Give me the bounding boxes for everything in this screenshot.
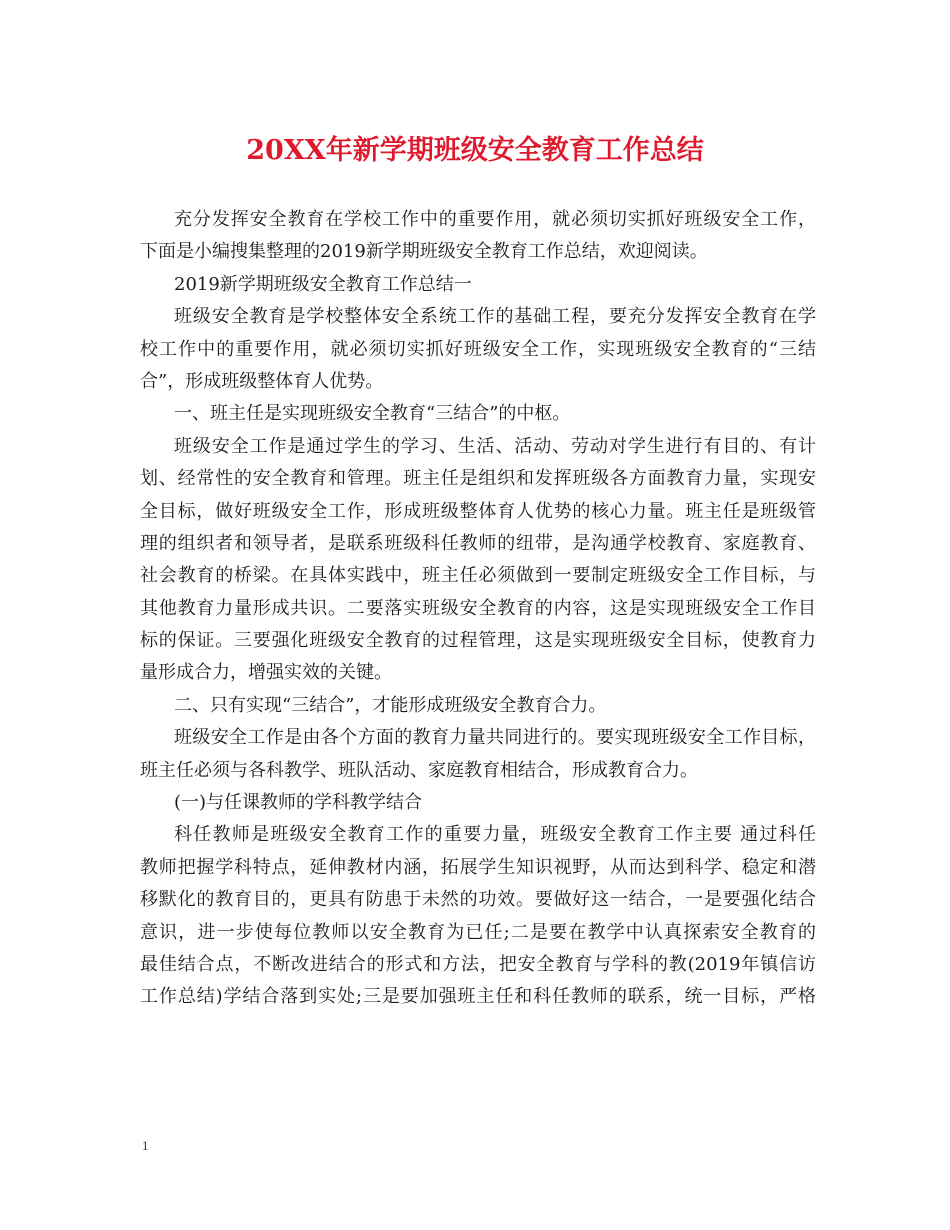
text-line: 班级安全工作是由各个方面的教育力量共同进行的。要实现班级安全工作目标， bbox=[174, 727, 816, 749]
text-line: 移默化的教育目的，更具有防患于未然的功效。要做好这一结合，一是要强化结合 bbox=[140, 889, 816, 911]
text-line: (一)与任课教师的学科教学结合 bbox=[174, 792, 423, 814]
text-line: 划、经常性的安全教育和管理。班主任是组织和发挥班级各方面教育力量，实现安 bbox=[140, 468, 816, 490]
text-line: 其他教育力量形成共识。二要落实班级安全教育的内容，这是实现班级安全工作目 bbox=[140, 597, 816, 619]
text-line: 最佳结合点，不断改进结合的形式和方法，把安全教育与学科的教(2019年镇信访 bbox=[140, 953, 816, 975]
document-body bbox=[140, 204, 816, 1014]
text-line: 工作总结)学结合落到实处;三是要加强班主任和科任教师的联系，统一目标，严格 bbox=[140, 986, 816, 1008]
text-line: 下面是小编搜集整理的2019新学期班级安全教育工作总结，欢迎阅读。 bbox=[140, 241, 708, 263]
text-line: 科任教师是班级安全教育工作的重要力量，班级安全教育工作主要 通过科任 bbox=[174, 824, 816, 846]
text-line: 意识，进一步使每位教师以安全教育为已任;二是要在教学中认真探索安全教育的 bbox=[140, 921, 816, 943]
text-line: 班级安全教育是学校整体安全系统工作的基础工程，要充分发挥安全教育在学 bbox=[174, 306, 816, 328]
text-line: 充分发挥安全教育在学校工作中的重要作用，就必须切实抓好班级安全工作， bbox=[174, 209, 816, 230]
text-line: 校工作中的重要作用，就必须切实抓好班级安全工作，实现班级安全教育的“三结 bbox=[140, 338, 816, 360]
text-line: 2019新学期班级安全教育工作总结一 bbox=[174, 273, 472, 295]
text-line: 合”，形成班级整体育人优势。 bbox=[140, 370, 384, 392]
text-line: 教师把握学科特点，延伸教材内涵，拓展学生知识视野，从而达到科学、稳定和潜 bbox=[140, 856, 816, 878]
text-line: 一、班主任是实现班级安全教育“三结合”的中枢。 bbox=[174, 403, 571, 425]
document-title: 20XX年新学期班级安全教育工作总结 bbox=[246, 135, 704, 166]
text-line: 班级安全工作是通过学生的学习、生活、活动、劳动对学生进行有目的、有计 bbox=[174, 435, 816, 457]
text-line: 量形成合力，增强实效的关键。 bbox=[140, 662, 392, 684]
text-line: 理的组织者和领导者，是联系班级科任教师的纽带，是沟通学校教育、家庭教育、 bbox=[140, 532, 816, 554]
text-line: 标的保证。三要强化班级安全教育的过程管理，这是实现班级安全目标，使教育力 bbox=[140, 630, 816, 652]
page-number: 1 bbox=[142, 1138, 149, 1153]
text-line: 二、只有实现“三结合”，才能形成班级安全教育合力。 bbox=[174, 694, 607, 716]
text-line: 全目标，做好班级安全工作，形成班级整体育人优势的核心力量。班主任是班级管 bbox=[140, 500, 816, 522]
text-line: 班主任必须与各科教学、班队活动、家庭教育相结合，形成教育合力。 bbox=[140, 759, 698, 781]
text-line: 社会教育的桥梁。在具体实践中，班主任必须做到一要制定班级安全工作目标，与 bbox=[140, 565, 816, 587]
